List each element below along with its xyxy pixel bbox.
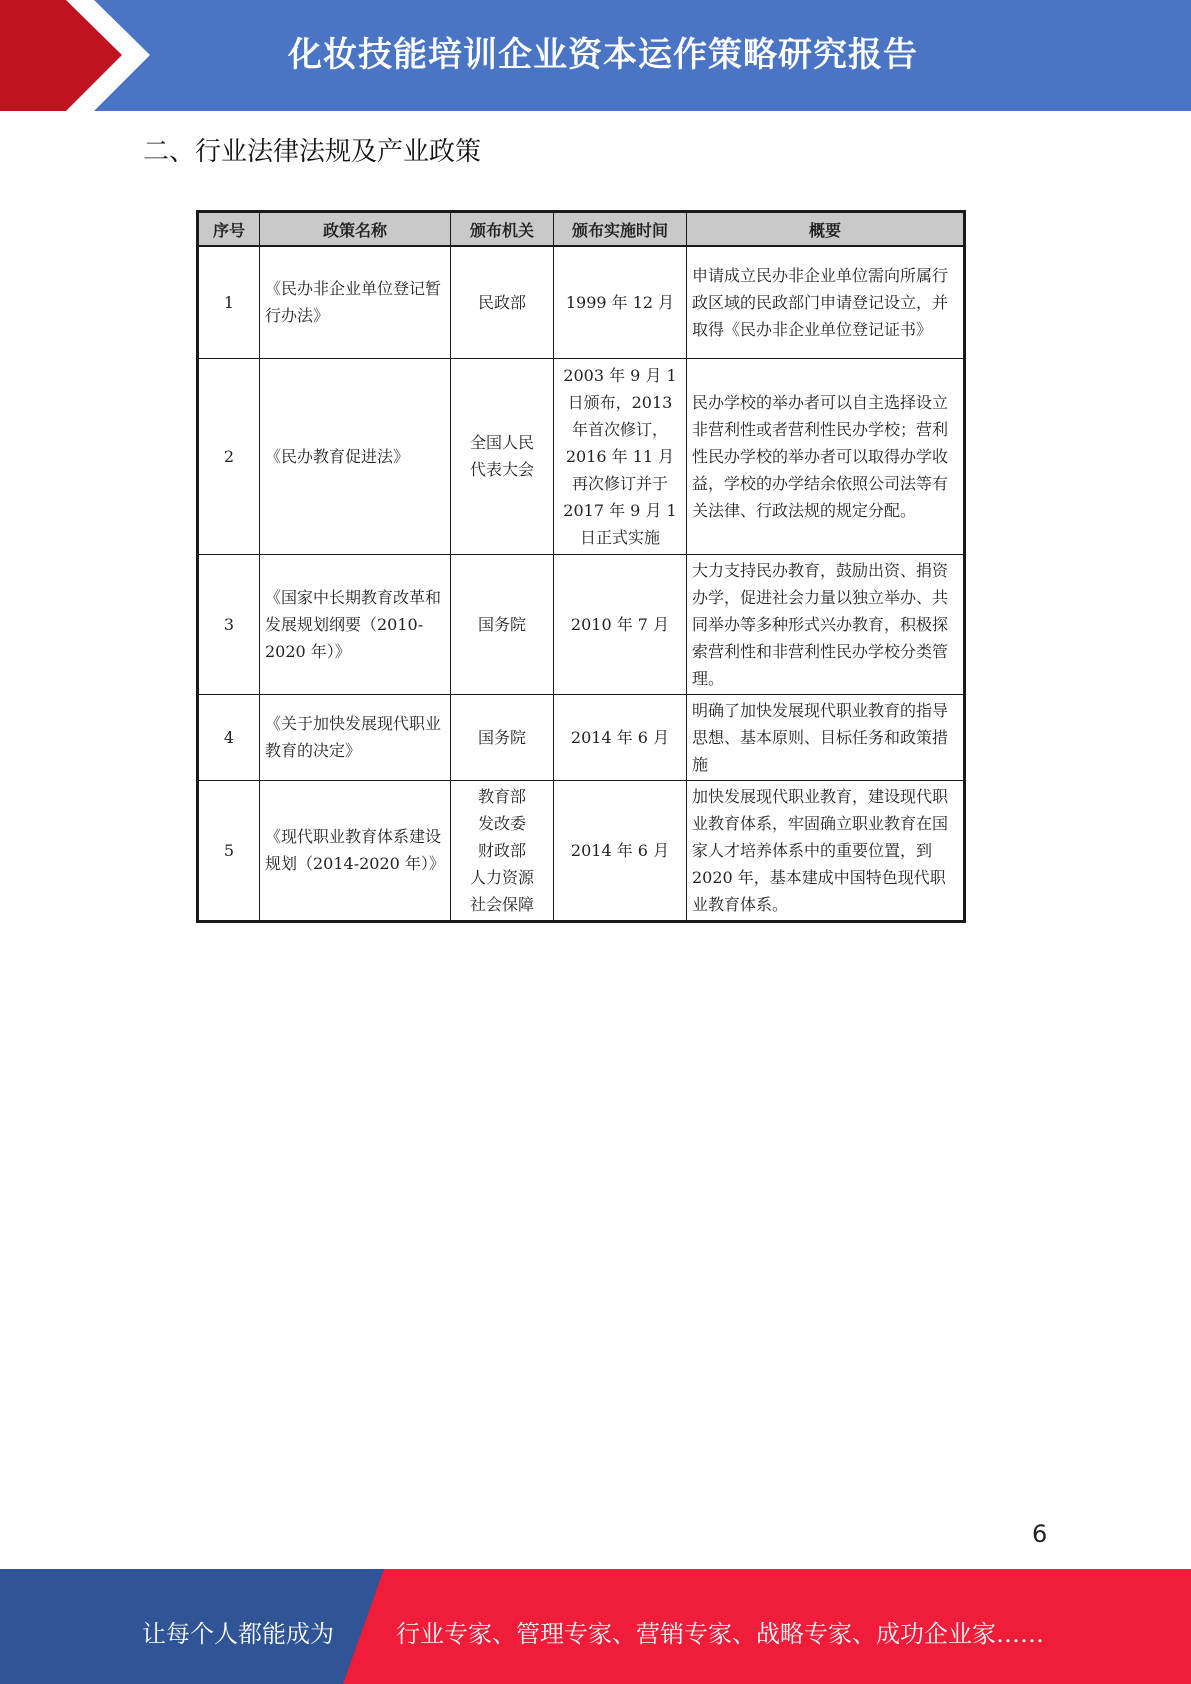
policy-table	[196, 210, 966, 923]
cell-effective-date	[554, 554, 687, 694]
cell-issuing-authority	[451, 554, 554, 694]
cell-index: 5	[198, 780, 260, 921]
report-title: 化妆技能培训企业资本运作策略研究报告	[288, 35, 918, 75]
date-line: 2017 年 9 月 1	[563, 500, 677, 520]
authority-line: 人力资源	[469, 867, 534, 887]
authority-line: 教育部	[477, 786, 526, 806]
date-line: 日颁布，2013	[567, 392, 673, 412]
authority-line: 全国人民	[469, 433, 534, 452]
cell-index: 4	[198, 694, 260, 780]
page-header	[0, 0, 1191, 111]
cell-policy-name: 《国家中长期教育改革和发展规划纲要（2010-2020 年）》	[260, 554, 451, 694]
authority-line: 国务院	[477, 727, 526, 747]
authority-line: 国务院	[477, 614, 526, 634]
table-row	[198, 694, 965, 780]
date-line: 2016 年 11 月	[565, 446, 675, 466]
date-line: 2014 年 6 月	[570, 727, 670, 747]
authority-line: 社会保障	[469, 894, 534, 914]
cell-issuing-authority	[451, 694, 554, 780]
cell-policy-name: 《民办非企业单位登记暂行办法》	[260, 246, 451, 358]
header-cell-issuing-authority: 颁布机关	[451, 212, 554, 247]
header-cell-effective-date: 颁布实施时间	[554, 212, 687, 247]
date-line: 日正式实施	[579, 527, 660, 547]
page-number: 6	[1032, 1520, 1048, 1548]
cell-policy-name: 《关于加快发展现代职业教育的决定》	[260, 694, 451, 780]
cell-summary: 民办学校的举办者可以自主选择设立非营利性或者营利性民办学校；营利性民办学校的举办者可以取得办学收益，学校的办学结余依照公司法等有关法律、行政法规的规定分配。	[687, 358, 965, 554]
footer-slogan-left: 让每个人都能成为	[142, 1620, 334, 1648]
cell-summary: 申请成立民办非企业单位需向所属行政区域的民政部门申请登记设立，并取得《民办非企业单位登记证书》	[687, 246, 965, 358]
table-row	[198, 246, 965, 358]
cell-effective-date	[554, 780, 687, 921]
date-line: 1999 年 12 月	[565, 292, 675, 312]
cell-index: 1	[198, 246, 260, 358]
page-footer	[0, 1569, 1191, 1684]
authority-line: 发改委	[477, 813, 526, 833]
cell-policy-name: 《民办教育促进法》	[260, 358, 451, 554]
date-line: 再次修订并于	[571, 473, 668, 493]
cell-issuing-authority	[451, 358, 554, 554]
header-cell-index: 序号	[198, 212, 260, 247]
cell-issuing-authority	[451, 246, 554, 358]
date-line: 2014 年 6 月	[570, 840, 670, 860]
authority-line: 代表大会	[469, 460, 534, 479]
cell-index: 3	[198, 554, 260, 694]
date-line: 年首次修订，	[571, 419, 668, 439]
cell-issuing-authority	[451, 780, 554, 921]
section-heading: 二、行业法律法规及产业政策	[143, 137, 482, 167]
cell-summary: 加快发展现代职业教育，建设现代职业教育体系，牢固确立职业教育在国家人才培养体系中的重要位置，到 2020 年，基本建成中国特色现代职业教育体系。	[687, 780, 965, 921]
cell-effective-date	[554, 694, 687, 780]
footer-slogan-right: 行业专家、管理专家、营销专家、战略专家、成功企业家……	[396, 1620, 1044, 1648]
cell-effective-date	[554, 246, 687, 358]
table-row	[198, 780, 965, 921]
table-row	[198, 358, 965, 554]
cell-summary: 大力支持民办教育，鼓励出资、捐资办学，促进社会力量以独立举办、共同举办等多种形式兴办教育，积极探索营利性和非营利性民办学校分类管理。	[687, 554, 965, 694]
cell-index: 2	[198, 358, 260, 554]
header-cell-summary: 概要	[687, 212, 965, 247]
authority-line: 民政部	[477, 292, 526, 312]
cell-effective-date	[554, 358, 687, 554]
date-line: 2003 年 9 月 1	[563, 365, 677, 385]
table-header-row	[198, 212, 965, 247]
cell-summary: 明确了加快发展现代职业教育的指导思想、基本原则、目标任务和政策措施	[687, 694, 965, 780]
authority-line: 财政部	[477, 840, 526, 860]
header-cell-policy-name: 政策名称	[260, 212, 451, 247]
cell-policy-name: 《现代职业教育体系建设规划（2014-2020 年）》	[260, 780, 451, 921]
date-line: 2010 年 7 月	[570, 614, 670, 634]
table-row	[198, 554, 965, 694]
